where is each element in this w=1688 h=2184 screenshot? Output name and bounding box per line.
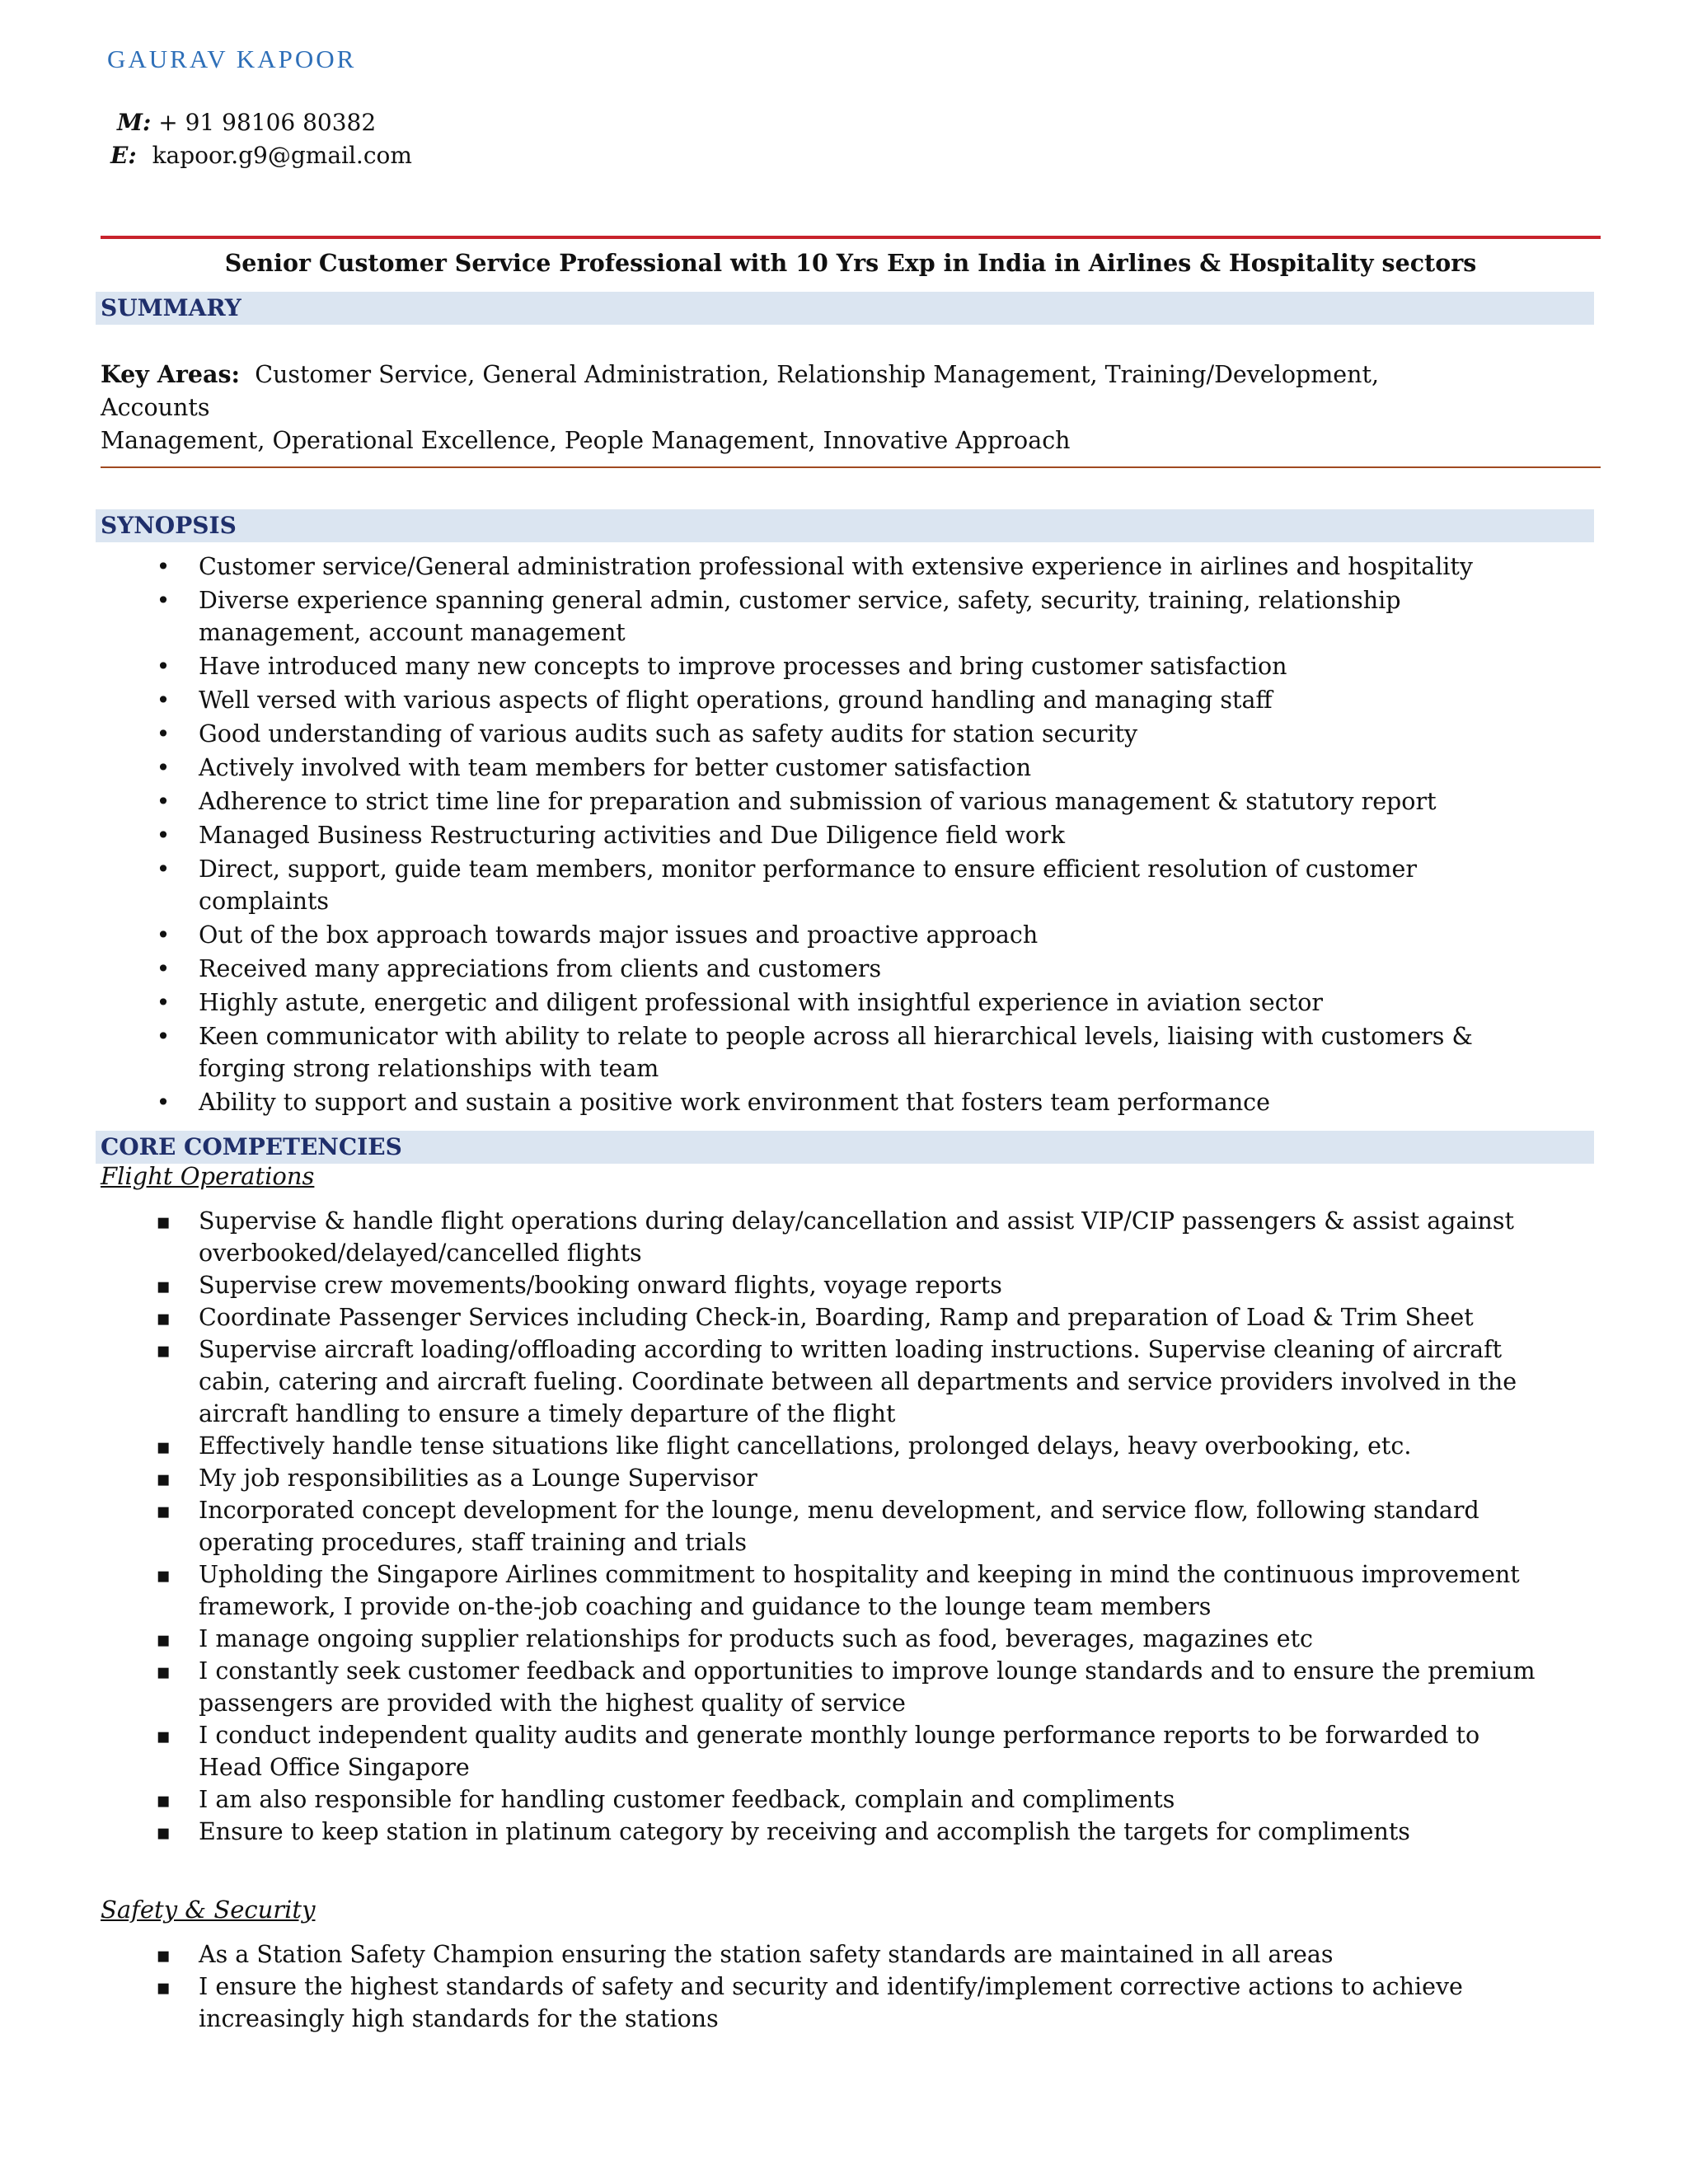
list-item: [0, 1623, 1550, 1655]
key-areas-line-1: [101, 358, 1469, 424]
list-item: [0, 684, 1550, 716]
list-item: [0, 1783, 1550, 1816]
list-item-text: Supervise & handle flight operations during delay/cancellation and assist VIP/CIP passengers & assist against overbooked/delayed/cancelled flights: [199, 1207, 1514, 1267]
core-competencies-heading: CORE COMPETENCIES: [96, 1131, 1594, 1164]
bullet-icon: [153, 752, 173, 784]
list-item-text: Coordinate Passenger Services including Check-in, Boarding, Ramp and preparation of Load & Trim Sheet: [199, 1304, 1474, 1331]
list-item-text: Incorporated concept development for the lounge, menu development, and service flow, following standard operating procedures, staff training and trials: [199, 1497, 1479, 1556]
list-item: [0, 718, 1550, 750]
list-item: [0, 1494, 1550, 1558]
list-item-text: I constantly seek customer feedback and opportunities to improve lounge standards and to ensure the premium passengers are provided with the highest quality of service: [199, 1657, 1536, 1717]
key-areas-label: Key Areas:: [101, 360, 241, 388]
list-item: [0, 1655, 1550, 1719]
list-item-text: Good understanding of various audits such as safety audits for station security: [199, 720, 1138, 748]
safety-security-heading: Safety & Security: [101, 1896, 316, 1924]
square-bullet-icon: [153, 1462, 173, 1496]
square-bullet-icon: [153, 1783, 173, 1817]
list-item-text: Actively involved with team members for better customer satisfaction: [199, 754, 1032, 781]
list-item: [0, 919, 1550, 951]
key-areas-text-2: Management, Operational Excellence, People Management, Innovative Approach: [101, 427, 1071, 454]
key-areas-text-1: Customer Service, General Administration, Relationship Management, Training/Development, Accounts: [101, 361, 1380, 421]
list-item: [0, 785, 1550, 818]
bullet-icon: [153, 819, 173, 851]
square-bullet-icon: [153, 1494, 173, 1528]
list-item: [0, 752, 1550, 784]
list-item-text: I ensure the highest standards of safety and security and identify/implement corrective actions to achieve increasingly high standards for the stations: [199, 1973, 1463, 2032]
list-item-text: Adherence to strict time line for preparation and submission of various management & statutory report: [199, 788, 1437, 815]
bullet-icon: [153, 584, 173, 616]
list-item-text: As a Station Safety Champion ensuring the station safety standards are maintained in all areas: [199, 1941, 1334, 1968]
list-item: [0, 819, 1550, 851]
email-line: [110, 142, 412, 169]
list-item: [0, 1269, 1550, 1301]
list-item-text: Highly astute, energetic and diligent professional with insightful experience in aviation sector: [199, 989, 1323, 1016]
list-item-text: I conduct independent quality audits and generate monthly lounge performance reports to be forwarded to Head Office Singapore: [199, 1722, 1480, 1781]
square-bullet-icon: [153, 1623, 173, 1657]
bullet-icon: [153, 785, 173, 818]
square-bullet-icon: [153, 1816, 173, 1849]
candidate-name: GAURAV KAPOOR: [107, 45, 357, 73]
list-item: [0, 1462, 1550, 1494]
list-item: [0, 650, 1550, 682]
list-item: [0, 1301, 1550, 1333]
list-item: [0, 1719, 1550, 1783]
square-bullet-icon: [153, 1655, 173, 1689]
square-bullet-icon: [153, 1719, 173, 1753]
list-item-text: I am also responsible for handling customer feedback, complain and compliments: [199, 1786, 1175, 1813]
key-areas: [101, 358, 1469, 457]
list-item-text: Supervise crew movements/booking onward flights, voyage reports: [199, 1272, 1002, 1299]
list-item-text: Customer service/General administration professional with extensive experience in airlines and hospitality: [199, 553, 1473, 580]
mobile-line: [117, 109, 376, 136]
list-item: [0, 1020, 1550, 1085]
list-item-text: Direct, support, guide team members, monitor performance to ensure efficient resolution of customer complaints: [199, 855, 1417, 915]
mobile-label: M:: [117, 109, 152, 136]
square-bullet-icon: [153, 1971, 173, 2004]
divider-brown: [101, 466, 1601, 468]
list-item-text: Keen communicator with ability to relate to people across all hierarchical levels, liaising with customers & forging strong relationships with team: [199, 1023, 1473, 1082]
square-bullet-icon: [153, 1333, 173, 1367]
bullet-icon: [153, 987, 173, 1019]
list-item: [0, 584, 1550, 649]
list-item: [0, 1205, 1550, 1269]
list-item-text: Ability to support and sustain a positive work environment that fosters team performance: [199, 1089, 1271, 1116]
square-bullet-icon: [153, 1205, 173, 1239]
bullet-icon: [153, 1086, 173, 1118]
list-item-text: Out of the box approach towards major issues and proactive approach: [199, 921, 1039, 949]
list-item: [0, 853, 1550, 917]
bullet-icon: [153, 684, 173, 716]
bullet-icon: [153, 650, 173, 682]
list-item-text: Well versed with various aspects of flight operations, ground handling and managing staff: [199, 687, 1273, 714]
list-item: [0, 1333, 1550, 1430]
list-item-text: I manage ongoing supplier relationships for products such as food, beverages, magazines etc: [199, 1625, 1313, 1652]
safety-security-list: [0, 1938, 1591, 2035]
synopsis-heading: SYNOPSIS: [96, 509, 1594, 542]
list-item: [0, 1816, 1550, 1848]
list-item-text: Diverse experience spanning general admin, customer service, safety, security, training, relationship management, account management: [199, 587, 1401, 646]
square-bullet-icon: [153, 1430, 173, 1464]
headline: Senior Customer Service Professional with 10 Yrs Exp in India in Airlines & Hospitality sectors: [224, 249, 1477, 277]
list-item: [0, 551, 1550, 583]
synopsis-list: [0, 551, 1591, 1120]
list-item: [0, 1971, 1550, 2035]
list-item-text: Ensure to keep station in platinum category by receiving and accomplish the targets for compliments: [199, 1818, 1410, 1845]
list-item-text: Upholding the Singapore Airlines commitment to hospitality and keeping in mind the continuous improvement framework, I provide on-the-job coaching and guidance to the lounge team members: [199, 1561, 1520, 1620]
list-item: [0, 1086, 1550, 1118]
list-item-text: Effectively handle tense situations like flight cancellations, prolonged delays, heavy overbooking, etc.: [199, 1432, 1412, 1460]
list-item: [0, 987, 1550, 1019]
square-bullet-icon: [153, 1269, 173, 1303]
list-item: [0, 1938, 1550, 1971]
bullet-icon: [153, 551, 173, 583]
flight-operations-heading: Flight Operations: [101, 1162, 315, 1190]
square-bullet-icon: [153, 1301, 173, 1335]
list-item-text: Have introduced many new concepts to improve processes and bring customer satisfaction: [199, 653, 1287, 680]
summary-heading: SUMMARY: [96, 292, 1594, 325]
email-label: E:: [110, 142, 137, 169]
flight-operations-list: [0, 1205, 1591, 1848]
list-item-text: Supervise aircraft loading/offloading according to written loading instructions. Supervise cleaning of aircraft cabin, catering and aircraft fueling. Coordinate between all departments and service providers involved in the aircraft handling to ensure a timely departure of the flight: [199, 1336, 1517, 1427]
bullet-icon: [153, 1020, 173, 1052]
bullet-icon: [153, 853, 173, 885]
bullet-icon: [153, 953, 173, 985]
list-item: [0, 1430, 1550, 1462]
list-item: [0, 953, 1550, 985]
bullet-icon: [153, 919, 173, 951]
mobile-number: + 91 98106 80382: [158, 109, 377, 136]
bullet-icon: [153, 718, 173, 750]
divider-red: [101, 236, 1601, 239]
square-bullet-icon: [153, 1558, 173, 1592]
list-item-text: Received many appreciations from clients and customers: [199, 955, 882, 982]
square-bullet-icon: [153, 1938, 173, 1972]
list-item-text: Managed Business Restructuring activities and Due Diligence field work: [199, 822, 1065, 849]
list-item: [0, 1558, 1550, 1623]
email-address: kapoor.g9@gmail.com: [152, 142, 412, 169]
list-item-text: My job responsibilities as a Lounge Supervisor: [199, 1465, 757, 1492]
